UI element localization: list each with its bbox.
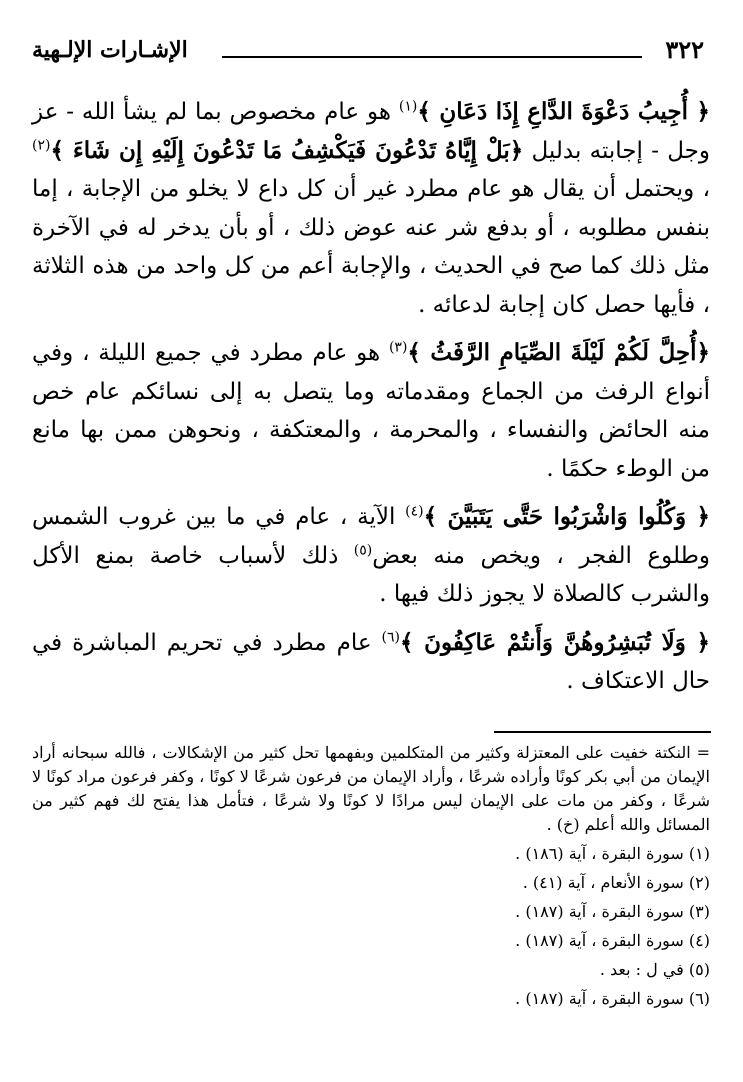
main-text [32, 93, 710, 711]
footnote-item: (٤) سورة البقرة ، آية (١٨٧) . [515, 931, 710, 950]
page-number: ٣٢٢ [665, 35, 704, 64]
running-title: الإشـارات الإلـهية [32, 37, 188, 63]
footnote-ref[interactable]: (٦) [381, 628, 400, 645]
footnote-ref[interactable]: (٥) [353, 541, 373, 558]
paragraph-text: هو عام مطرد في جميع الليلة ، وفي أنواع الرفث من الجماع ومقدماته وما يتصل به إلى نسائكم عام خص منه الحائض والنفساء ، والمحرمة ، والمعتكفة ، ونحوهن ممن بها مانع من الوطء حكمًا . [32, 340, 710, 482]
footnote-item: (٣) سورة البقرة ، آية (١٨٧) . [515, 902, 710, 921]
footnote-separator [494, 731, 711, 733]
footnote-item: (٢) سورة الأنعام ، آية (٤١) . [522, 873, 710, 892]
footnote-ref[interactable]: (٣) [388, 339, 408, 356]
footnote-continuation: = النكتة خفيت على المعتزلة وكثير من المتكلمين وبفهمها تحل كثير من الإشكالات ، فالله سبحانه أراد الإيمان من أبي بكر كونًا وأراده شرعًا ، وأراد الإيمان من فرعون شرعًا لا كونًا ، وكفر فرعون مراد كونًا لا شرعًا ، وكفر من مات على الإيمان ليس مرادًا لا كونًا ولا شرعًا ، فتأمل هذا يفتح لك فهم كثير من المسائل والله أعلم (خ) . [32, 743, 710, 834]
paragraph-2 [32, 334, 710, 488]
footnote-list [32, 841, 710, 1012]
footnote-item: (٥) في ل : بعد . [599, 960, 710, 979]
paragraph-text: عام مطرد في تحريم المباشرة في حال الاعتكاف . [32, 629, 710, 694]
paragraph-text: ذلك لأسباب خاصة بمنع الأكل والشرب كالصلاة لا يجوز ذلك فيها . [32, 542, 710, 607]
quran-verse: ﴿ وَلَا تُبَشِرُوهُنَّ وَأَنتُمْ عَاكِفُونَ ﴾ [399, 628, 710, 656]
paragraph-text: ، ويحتمل أن يقال هو عام مطرد غير أن كل داع لا يخلو من الإجابة ، إما بنفس مطلوبه ، أو بدفع شر عنه عوض ذلك ، أو بأن يدخر له في الآخرة مثل ذلك كما صح في الحديث ، والإجابة أعم من كل واحد من هذه الثلاثة ، فأيها حصل كان إجابة لدعائه . [32, 176, 710, 318]
footnotes [32, 741, 710, 1015]
page-header [32, 34, 704, 70]
paragraph-text: هو عام مخصوص بما لم يشأ الله - عز وجل - إجابته بدليل [32, 99, 711, 164]
footnote-ref[interactable]: (٢) [32, 136, 51, 153]
paragraph-text: الآية ، عام في ما بين غروب الشمس وطلوع الفجر ، ويخص منه بعض [32, 504, 710, 569]
footnote-ref[interactable]: (٤) [405, 503, 424, 520]
quran-verse: ﴿أُحِلَّ لَكُمْ لَيْلَةَ الصِّيَامِ الرَّفَثُ ﴾ [407, 339, 710, 366]
footnote-item: (١) سورة البقرة ، آية (١٨٦) . [515, 844, 710, 863]
paragraph-3 [32, 498, 710, 614]
quran-verse: ﴿بَلْ إِيَّاهُ تَدْعُونَ فَيَكْشِفُ مَا تَدْعُونَ إِلَيْهِ إِن شَاءَ ﴾ [50, 136, 524, 164]
header-rule [222, 56, 642, 58]
paragraph-4 [32, 624, 710, 701]
footnote-item: (٦) سورة البقرة ، آية (١٨٧) . [515, 989, 710, 1008]
footnote-ref[interactable]: (١) [398, 98, 418, 115]
quran-verse: ﴿ وَكُلُوا وَاشْرَبُوا حَتَّى يَتَبَيَّنَ ﴾ [423, 503, 710, 530]
paragraph-1 [32, 93, 710, 324]
quran-verse: ﴿ أُجِيبُ دَعْوَةَ الدَّاعِ إِذَا دَعَانِ ﴾ [417, 98, 710, 125]
